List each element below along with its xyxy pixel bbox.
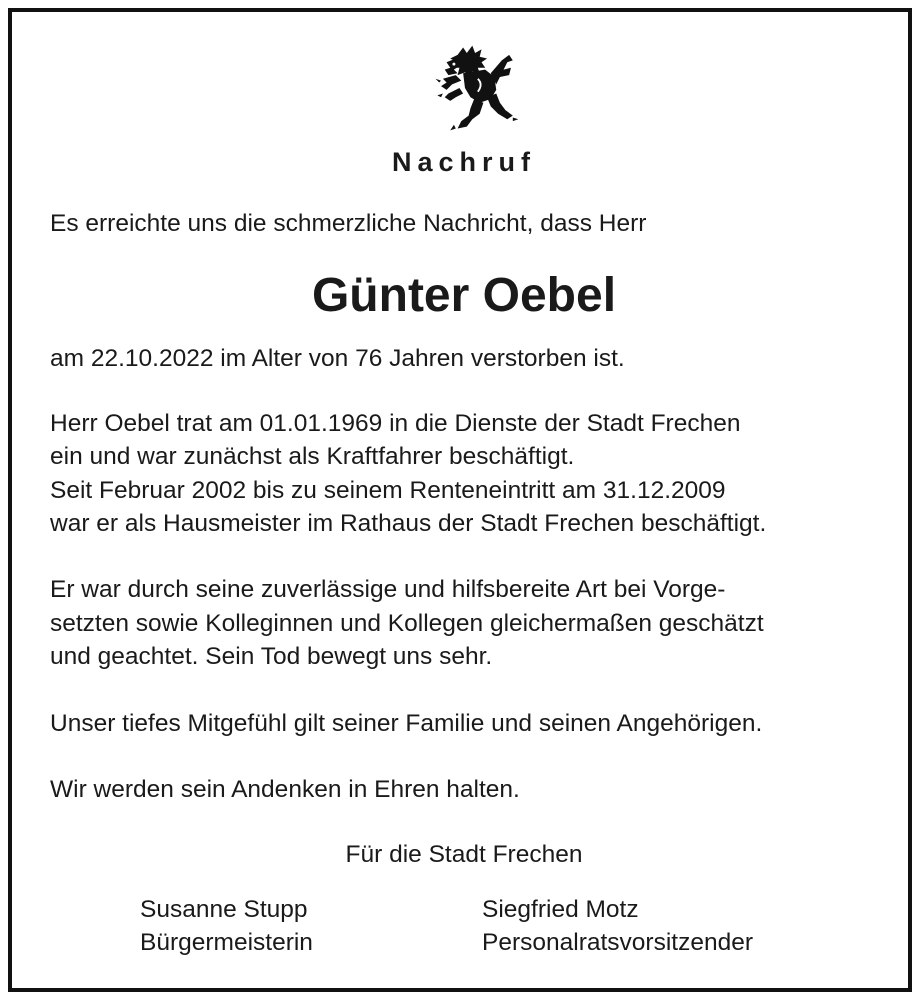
career-line: Herr Oebel trat am 01.01.1969 in die Dienste der Stadt Frechen (50, 410, 741, 437)
on-behalf-line: Für die Stadt Frechen (345, 841, 583, 868)
intro-line: Es erreichte uns die schmerzliche Nachricht, dass Herr (50, 210, 647, 237)
signatory-title: Bürgermeisterin (140, 929, 313, 956)
tribute-line: und geachtet. Sein Tod bewegt uns sehr. (50, 643, 493, 670)
signatory-name: Susanne Stupp (140, 896, 308, 923)
obituary-notice (8, 8, 912, 992)
tribute-line: Er war durch seine zuverlässige und hilfsbereite Art bei Vorge- (50, 576, 726, 603)
signatory-title: Personalratsvorsitzender (482, 929, 753, 956)
signatory-name: Siegfried Motz (482, 896, 639, 923)
condolence-line: Unser tiefes Mitgefühl gilt seiner Familie und seinen Angehörigen. (50, 710, 763, 737)
career-line: ein und war zunächst als Kraftfahrer beschäftigt. (50, 443, 575, 470)
career-line: war er als Hausmeister im Rathaus der Stadt Frechen beschäftigt. (50, 510, 767, 537)
closing-line: Wir werden sein Andenken in Ehren halten. (50, 776, 520, 803)
notice-heading: Nachruf (391, 147, 536, 177)
rampant-lion-crest-icon (430, 42, 522, 134)
tribute-line: setzten sowie Kolleginnen und Kollegen gleichermaßen geschätzt (50, 610, 764, 637)
career-line: Seit Februar 2002 bis zu seinem Renteneintritt am 31.12.2009 (50, 477, 726, 504)
death-line: am 22.10.2022 im Alter von 76 Jahren verstorben ist. (50, 345, 625, 372)
deceased-name: Günter Oebel (311, 269, 617, 322)
